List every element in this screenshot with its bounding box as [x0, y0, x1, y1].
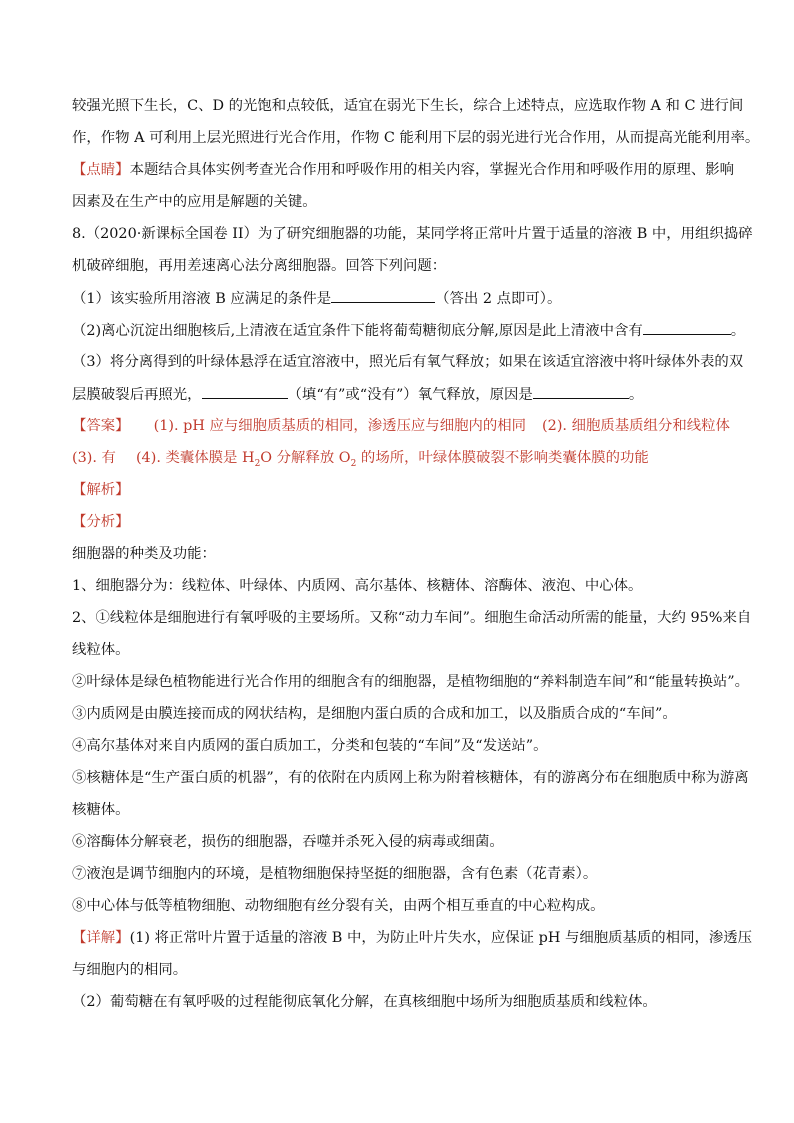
- sub-question-2: [72, 320, 745, 341]
- text-line: 线粒体。: [72, 642, 130, 658]
- text-line: 细胞器的种类及功能：: [72, 546, 216, 562]
- answer-1: (1). pH 应与细胞质基质的相同，渗透压应与细胞内的相同: [153, 418, 527, 434]
- sub-question-text: （填“有”或“没有”）氧气释放，原因是: [287, 387, 533, 403]
- dianjing-text: 本题结合具体实例考查光合作用和呼吸作用的相关内容，掌握光合作用和呼吸作用的原理、影响: [129, 162, 734, 178]
- text-line: 作，作物 A 可利用上层光照进行光合作用，作物 C 能利用下层的弱光进行光合作用，从而提高光能利用率。: [72, 130, 760, 146]
- text-line: ③内质网是由膜连接而成的网状结构，是细胞内蛋白质的合成和加工，以及脂质合成的“车间”。: [72, 706, 677, 722]
- xiangjie-text: (1) 将正常叶片置于适量的溶液 B 中，为防止叶片失水，应保证 pH 与细胞质基质的相同，渗透压: [129, 930, 753, 946]
- text-line: ②叶绿体是绿色植物能进行光合作用的细胞含有的细胞器，是植物细胞的“养料制造车间”和“能量转换站”。: [72, 674, 750, 690]
- answer-blank: [331, 288, 435, 303]
- text-line: 1、细胞器分为：线粒体、叶绿体、内质网、高尔基体、核糖体、溶酶体、液泡、中心体。: [72, 578, 643, 594]
- sub-question-text: （1）该实验所用溶液 B 应满足的条件是: [72, 291, 332, 307]
- text-line: ⑥溶酶体分解衰老，损伤的细胞器，吞噬并杀死入侵的病毒或细菌。: [72, 834, 504, 850]
- sub-question-text: 层膜破裂后再照光，: [72, 387, 202, 403]
- sub-question-text: （2)离心沉淀出细胞核后,上清液在适宜条件下能将葡萄糖彻底分解,原因是此上清液中含有: [72, 323, 643, 339]
- answer-4: (4). 类囊体膜是 $H_2O$ 分解释放 $O_2$ 的场所，叶绿体膜破裂不影响类囊体膜的功能: [135, 450, 649, 469]
- answer-blank: [533, 384, 629, 399]
- sub-question-text: 。: [730, 323, 746, 339]
- text-line: ④高尔基体对来自内质网的蛋白质加工，分类和包装的“车间”及“发送站”。: [72, 738, 548, 754]
- question-stem: 8.（2020·新课标全国卷 II）为了研究细胞器的功能，某同学将正常叶片置于适量的溶液 B 中，用组织捣碎: [72, 226, 753, 242]
- text-line: [72, 160, 734, 180]
- dianjing-tag: 【点睛】: [72, 162, 130, 178]
- text-line: [72, 928, 752, 948]
- sub-question-text: 。: [628, 387, 644, 403]
- text-line: 核糖体。: [72, 802, 130, 818]
- text-line: 2、①线粒体是细胞进行有氧呼吸的主要场所。又称“动力车间”。细胞生命活动所需的能量，大约 95%来自: [72, 610, 752, 626]
- answer-line: [72, 448, 649, 468]
- text-line: ⑤核糖体是“生产蛋白质的机器”，有的依附在内质网上称为附着核糖体，有的游离分布在细胞质中称为游离: [72, 770, 749, 786]
- answer-3: (3). 有: [72, 450, 116, 466]
- sub-question-text: （答出 2 点即可）。: [435, 291, 562, 307]
- answer-line: [72, 416, 730, 436]
- answer-tag: 【答案】: [72, 418, 130, 434]
- sub-question-3-cont: [72, 384, 643, 405]
- sub-question-3: （3）将分离得到的叶绿体悬浮在适宜溶液中，照光后有氧气释放；如果在该适宜溶液中将叶绿体外表的双: [72, 354, 744, 370]
- text-line: ⑦液泡是调节细胞内的环境，是植物细胞保持坚挺的细胞器，含有色素（花青素）。: [72, 866, 598, 882]
- fenxi-heading: 【分析】: [72, 514, 130, 530]
- text-line: 因素及在生产中的应用是解题的关键。: [72, 194, 317, 210]
- answer-blank: [202, 384, 288, 399]
- text-line: ⑧中心体与低等植物细胞、动物细胞有丝分裂有关，由两个相互垂直的中心粒构成。: [72, 898, 605, 914]
- sub-question-1: [72, 288, 561, 309]
- question-stem: 机破碎细胞，再用差速离心法分离细胞器。回答下列问题：: [72, 258, 447, 274]
- answer-blank: [643, 320, 731, 335]
- text-line: 与细胞内的相同。: [72, 962, 188, 978]
- jiexi-heading: 【解析】: [72, 482, 130, 498]
- answer-2: (2). 细胞质基质组分和线粒体: [542, 418, 730, 434]
- text-line: （2）葡萄糖在有氧呼吸的过程能彻底氧化分解，在真核细胞中场所为细胞质基质和线粒体。: [72, 994, 657, 1010]
- xiangjie-tag: 【详解】: [72, 930, 130, 946]
- text-line: 较强光照下生长，C、D 的光饱和点较低，适宜在弱光下生长，综合上述特点，应选取作物 A 和 C 进行间: [72, 98, 744, 114]
